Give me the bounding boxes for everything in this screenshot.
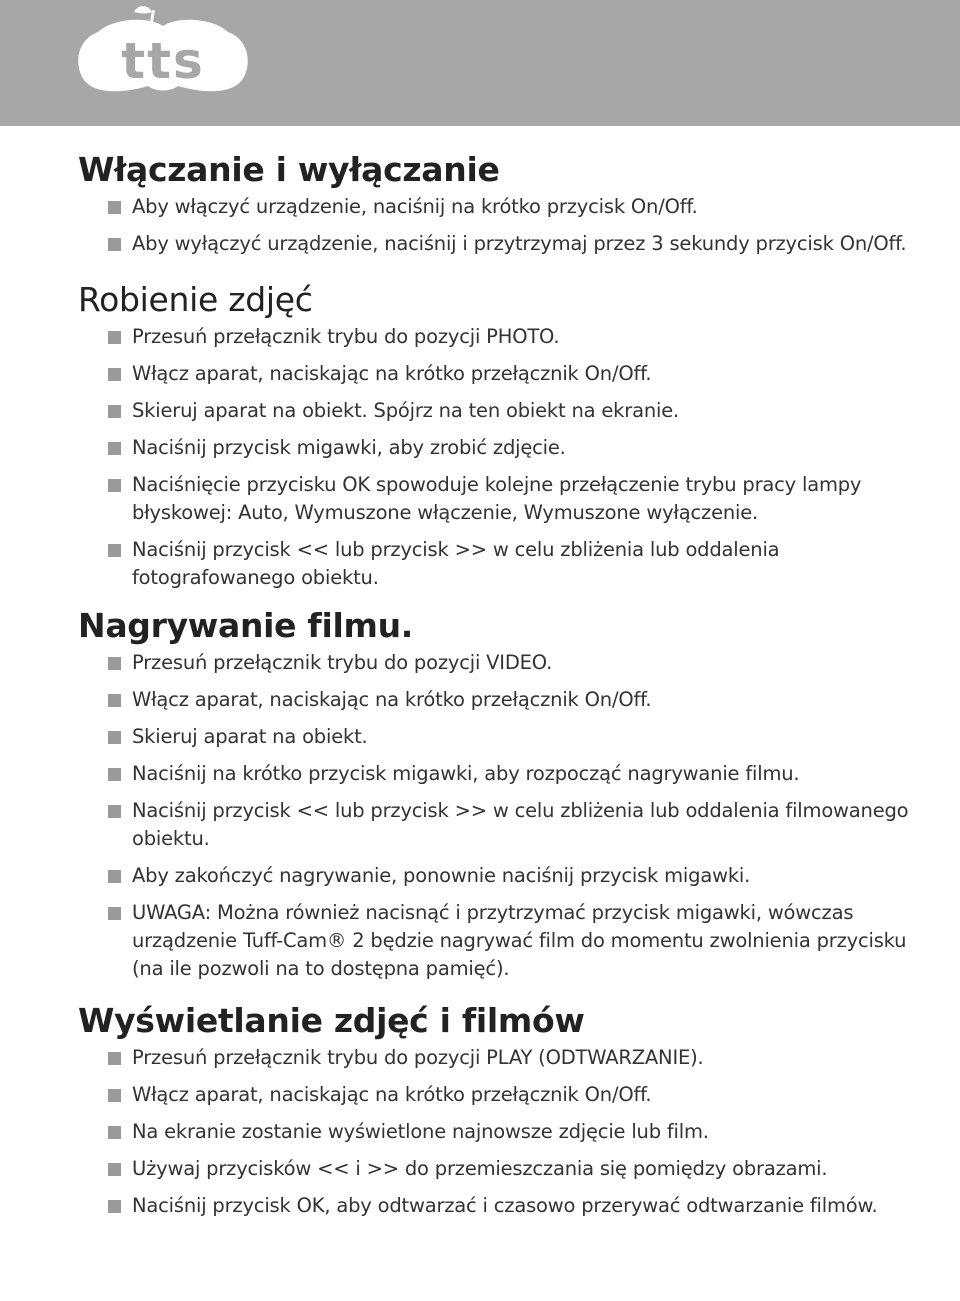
list-item: Naciśnij przycisk migawki, aby zrobić zdjęcie. — [78, 434, 918, 462]
list-item: Naciśnij przycisk OK, aby odtwarzać i czasowo przerywać odtwarzanie filmów. — [78, 1192, 918, 1220]
square-bullet-icon — [108, 331, 121, 344]
square-bullet-icon — [108, 368, 121, 381]
list-item: UWAGA: Można również nacisnąć i przytrzymać przycisk migawki, wówczas urządzenie Tuff-Cam® 2 będzie nagrywać film do momentu zwolnienia przycisku (na ile pozwoli na to dostępna pamięć). — [78, 899, 918, 983]
list-item: Skieruj aparat na obiekt. Spójrz na ten obiekt na ekranie. — [78, 397, 918, 425]
section-title-power: Włączanie i wyłączanie — [78, 150, 500, 189]
list-item: Aby zakończyć nagrywanie, ponownie naciśnij przycisk migawki. — [78, 862, 918, 890]
list-item: Naciśnij na krótko przycisk migawki, aby rozpocząć nagrywanie filmu. — [78, 760, 918, 788]
video-list — [78, 649, 918, 983]
list-item: Skieruj aparat na obiekt. — [78, 723, 918, 751]
list-item: Na ekranie zostanie wyświetlone najnowsze zdjęcie lub film. — [78, 1118, 918, 1146]
section-title-playback: Wyświetlanie zdjęć i filmów — [78, 1001, 585, 1040]
square-bullet-icon — [108, 405, 121, 418]
logo-letters: tts — [121, 32, 205, 90]
square-bullet-icon — [108, 442, 121, 455]
square-bullet-icon — [108, 1126, 121, 1139]
list-item: Naciśnięcie przycisku OK spowoduje kolejne przełączenie trybu pracy lampy błyskowej: Auto, Wymuszone włączenie, Wymuszone wyłączenie. — [78, 471, 918, 527]
square-bullet-icon — [108, 1200, 121, 1213]
square-bullet-icon — [108, 768, 121, 781]
list-item: Aby wyłączyć urządzenie, naciśnij i przytrzymaj przez 3 sekundy przycisk On/Off. — [78, 230, 918, 258]
square-bullet-icon — [108, 201, 121, 214]
square-bullet-icon — [108, 544, 121, 557]
list-item: Naciśnij przycisk << lub przycisk >> w celu zbliżenia lub oddalenia fotografowanego obiektu. — [78, 536, 918, 592]
section-title-video: Nagrywanie filmu. — [78, 606, 414, 645]
list-item: Aby włączyć urządzenie, naciśnij na krótko przycisk On/Off. — [78, 193, 918, 221]
list-item: Włącz aparat, naciskając na krótko przełącznik On/Off. — [78, 360, 918, 388]
list-item: Włącz aparat, naciskając na krótko przełącznik On/Off. — [78, 686, 918, 714]
tts-logo — [68, 0, 258, 110]
list-item: Włącz aparat, naciskając na krótko przełącznik On/Off. — [78, 1081, 918, 1109]
square-bullet-icon — [108, 731, 121, 744]
section-playback — [78, 1001, 918, 1220]
header-band — [0, 0, 960, 126]
photos-list — [78, 323, 918, 592]
square-bullet-icon — [108, 805, 121, 818]
manual-content — [78, 150, 918, 1220]
square-bullet-icon — [108, 479, 121, 492]
list-item: Przesuń przełącznik trybu do pozycji PLAY (ODTWARZANIE). — [78, 1044, 918, 1072]
section-video — [78, 606, 918, 983]
section-photos — [78, 280, 918, 592]
square-bullet-icon — [108, 694, 121, 707]
power-list — [78, 193, 918, 258]
section-title-photos: Robienie zdjęć — [78, 280, 313, 319]
square-bullet-icon — [108, 870, 121, 883]
square-bullet-icon — [108, 657, 121, 670]
square-bullet-icon — [108, 1089, 121, 1102]
square-bullet-icon — [108, 1163, 121, 1176]
square-bullet-icon — [108, 1052, 121, 1065]
playback-list — [78, 1044, 918, 1220]
square-bullet-icon — [108, 238, 121, 251]
square-bullet-icon — [108, 907, 121, 920]
list-item: Naciśnij przycisk << lub przycisk >> w celu zbliżenia lub oddalenia filmowanego obiektu. — [78, 797, 918, 853]
list-item: Przesuń przełącznik trybu do pozycji PHOTO. — [78, 323, 918, 351]
section-power — [78, 150, 918, 258]
list-item: Używaj przycisków << i >> do przemieszczania się pomiędzy obrazami. — [78, 1155, 918, 1183]
list-item: Przesuń przełącznik trybu do pozycji VIDEO. — [78, 649, 918, 677]
